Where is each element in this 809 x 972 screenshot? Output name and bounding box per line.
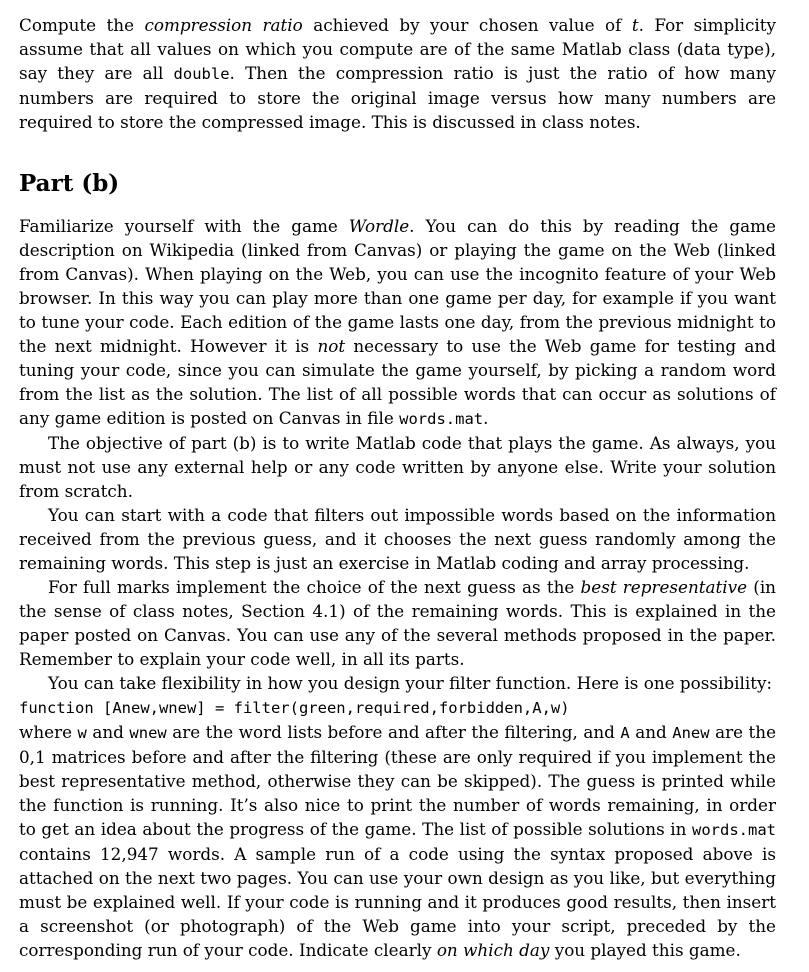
- text-run: are the 0,1 matrices before and after the filtering (these are only required if you implement the best representative method, otherwise they can be skipped). The guess is printed while the function is running. It’s also nice to print the number of words remaining, in order to get an idea about the progress of the game. The list of possible solutions in: [19, 722, 776, 839]
- paragraph-filter-explanation: [19, 720, 776, 962]
- paragraph-wordle-intro: [19, 214, 776, 431]
- emphasis: compression ratio: [144, 15, 303, 35]
- text-run: . Then the compression ratio is just the ratio of how many numbers are required to store the original image versus how many numbers are required to store the compressed image. This is discussed in class notes.: [19, 63, 776, 132]
- text-run: necessary to use the Web game for testing and tuning your code, since you can simulate the game yourself, by picking a random word from the list as the solution. The list of all possible words that can occur as solutions of any game edition is posted on Canvas in file: [19, 336, 776, 428]
- code-inline: A: [620, 724, 630, 742]
- paragraph-filter-design: [19, 671, 776, 695]
- text-run: where: [19, 722, 78, 742]
- text-run: are the word lists before and after the filtering, and: [166, 722, 621, 742]
- text-run: contains 12,947 words. A sample run of a code using the syntax proposed above is attached on the next two pages. You can use your own design as you like, but everything must be explained well. If your code is running and it produces good results, then insert a screenshot (or photograph) of the Web game into your script, preceded by the corresponding run of your code. Indicate clearly: [19, 844, 776, 960]
- emphasis: Wordle: [348, 216, 410, 236]
- text-run: you played this game.: [549, 940, 741, 960]
- text-run: and: [86, 722, 130, 742]
- text-run: .: [483, 408, 489, 428]
- math-variable: t: [631, 15, 639, 35]
- text-run: Compute the: [19, 15, 145, 35]
- section-heading: Part (b): [19, 170, 120, 197]
- paragraph-full-marks: [19, 575, 776, 671]
- code-function-signature: function [Anew,wnew] = filter(green,required,forbidden,A,w): [19, 699, 570, 717]
- emphasis: not: [317, 336, 346, 356]
- text-run: For full marks implement the choice of the next guess as the: [48, 577, 581, 597]
- intro-paragraph: [19, 13, 776, 134]
- text-run: You can take flexibility in how you design your filter function. Here is one possibility:: [48, 673, 773, 693]
- text-run: . You can do this by reading the game description on Wikipedia (linked from Canvas) or playing the game on the Web (linked from Canvas). When playing on the Web, you can use the incognito feature of your Web browser. In this way you can play more than one game per day, for example if you want to tune your code. Each edition of the game lasts one day, from the previous midnight to the next midnight. However it is: [19, 216, 776, 356]
- text-run: (in the sense of class notes, Section 4.1) of the remaining words. This is explained in the paper posted on Canvas. You can use any of the several methods proposed in the paper. Remember to explain your code well, in all its parts.: [19, 577, 776, 669]
- code-line: [19, 695, 776, 720]
- code-inline: words.mat: [692, 821, 776, 839]
- text-run: Familiarize yourself with the game: [19, 216, 349, 236]
- code-inline: Anew: [672, 724, 710, 742]
- code-inline: words.mat: [399, 410, 484, 428]
- emphasis: on which day: [436, 940, 550, 960]
- paragraph-filter-start: You can start with a code that filters out impossible words based on the information received from the previous guess, and it chooses the next guess randomly among the remaining words. This step is just an exercise in Matlab coding and array processing.: [19, 505, 776, 573]
- paragraph-objective: The objective of part (b) is to write Matlab code that plays the game. As always, you must not use any external help or any code written by anyone else. Write your solution from scratch.: [19, 433, 776, 501]
- emphasis: best representative: [580, 577, 748, 597]
- text-run: achieved by your chosen value of: [302, 15, 632, 35]
- code-inline: wnew: [129, 724, 167, 742]
- text-run: . For simplicity assume that all values on which you compute are of the same Matlab class (data type), say they are all: [19, 15, 777, 83]
- code-inline: w: [77, 724, 87, 742]
- code-inline: double: [173, 65, 230, 83]
- text-run: and: [629, 722, 673, 742]
